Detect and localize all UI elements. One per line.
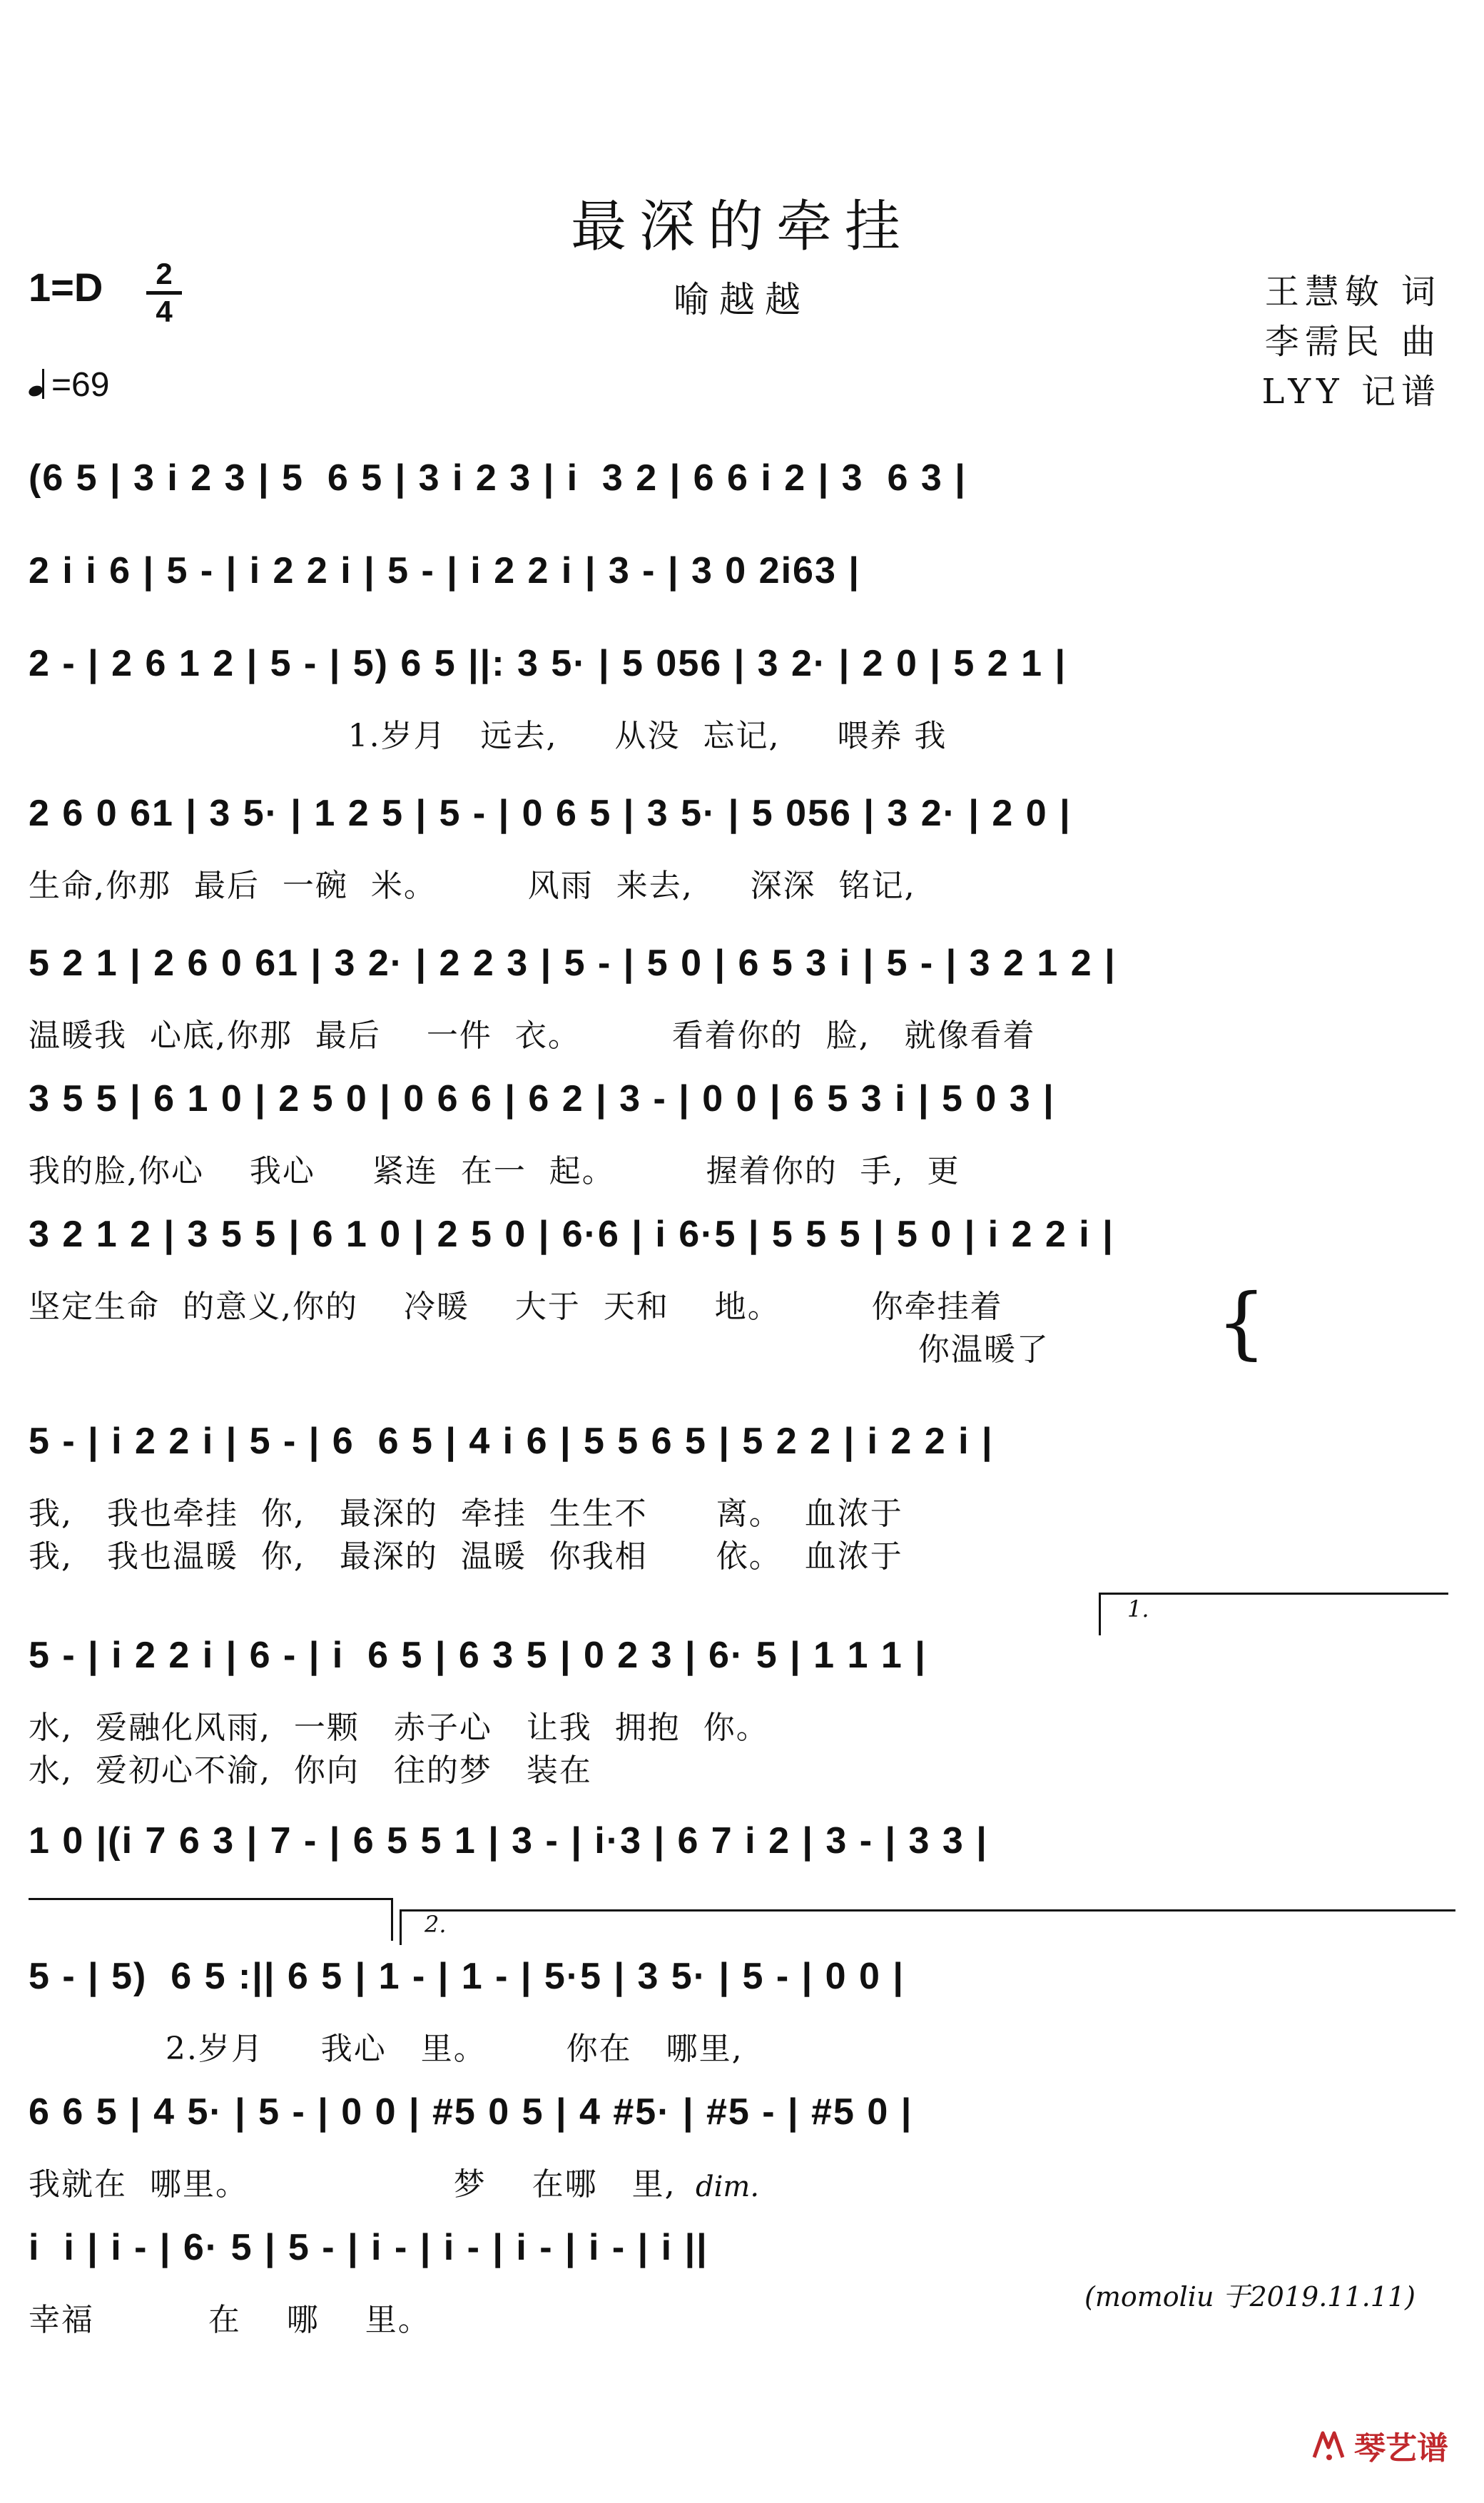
dim-marking: dim. bbox=[696, 2171, 760, 2203]
time-signature-top: 2 bbox=[156, 257, 173, 290]
lyricist-credit: 王慧敏 词 bbox=[1264, 272, 1441, 312]
watermark-text: 琴艺谱 bbox=[1354, 2430, 1448, 2467]
music-line-3: 2 - | 2 6 1 2 | 5 - | 5) 6 5 ||: 3 5· | 5 056 | 3 2· | 2 0 | 5 2 1 | bbox=[29, 643, 1067, 684]
lyric-line-8-2: 我, 我也温暖 你, 最深的 温暖 你我相 依。 血浓于 bbox=[29, 1538, 903, 1575]
quarter-note-stem bbox=[42, 369, 44, 399]
volta-1-bracket-cont bbox=[29, 1898, 392, 1900]
lyric-line-13-1: 幸福 在 哪 里。 bbox=[29, 2302, 431, 2338]
lyric-line-3-1: 1.岁月 远去, 从没 忘记, 喂养 我 bbox=[29, 718, 947, 754]
music-line-2: 2 i i 6 | 5 - | i 2 2 i | 5 - | i 2 2 i | 3 - | 3 0 2i63 | bbox=[29, 550, 860, 592]
lyric-line-7-2: 你温暖了 bbox=[29, 1331, 1050, 1368]
volta-2-bracket-end bbox=[400, 1909, 402, 1945]
music-line-8: 5 - | i 2 2 i | 5 - | 6 6 5 | 4 i 6 | 5 5 6 5 | 5 2 2 | i 2 2 i | bbox=[29, 1421, 994, 1462]
transcriber-credit: LYY 记谱 bbox=[1261, 372, 1441, 412]
volta-2-label: 2. bbox=[425, 1911, 447, 1938]
lyric-line-4-1: 生命,你那 最后 一碗 米。 风雨 来去, 深深 铭记, bbox=[29, 868, 916, 904]
singer-name: 喻越越 bbox=[674, 279, 810, 320]
lyric-line-9-2: 水, 爱初心不渝, 你向 往的梦 装在 bbox=[29, 1752, 592, 1789]
volta-1-bracket-close bbox=[391, 1898, 393, 1941]
music-line-5: 5 2 1 | 2 6 0 61 | 3 2· | 2 2 3 | 5 - | 5 0 | 6 5 3 i | 5 - | 3 2 1 2 | bbox=[29, 943, 1117, 984]
music-line-6: 3 5 5 | 6 1 0 | 2 5 0 | 0 6 6 | 6 2 | 3 - | 0 0 | 6 5 3 i | 5 0 3 | bbox=[29, 1078, 1055, 1120]
music-line-9: 5 - | i 2 2 i | 6 - | i 6 5 | 6 3 5 | 0 2 3 | 6· 5 | 1 1 1 | bbox=[29, 1635, 927, 1676]
key-signature: 1=D bbox=[29, 265, 103, 310]
tempo-marking bbox=[29, 365, 109, 405]
volta-2-bracket bbox=[400, 1909, 1455, 1911]
composer-credit: 李需民 曲 bbox=[1264, 322, 1441, 362]
verse-brace: { bbox=[1216, 1276, 1266, 1368]
lyric-line-12-1: 我就在 哪里。 梦 在哪 里, bbox=[29, 2166, 676, 2203]
score-title: 最深的牵挂 bbox=[570, 195, 913, 259]
music-line-7: 3 2 1 2 | 3 5 5 | 6 1 0 | 2 5 0 | 6·6 | i 6·5 | 5 5 5 | 5 0 | i 2 2 i | bbox=[29, 1214, 1114, 1255]
volta-1-bracket-end bbox=[1099, 1593, 1101, 1635]
tempo-value: =69 bbox=[51, 366, 110, 404]
lyric-line-8-1: 我, 我也牵挂 你, 最深的 牵挂 生生不 离。 血浓于 bbox=[29, 1496, 903, 1532]
music-line-10: 1 0 |(i 7 6 3 | 7 - | 6 5 5 1 | 3 - | i·3 | 6 7 i 2 | 3 - | 3 3 | bbox=[29, 1820, 988, 1862]
lyric-line-6-1: 我的脸,你心 我心 紧连 在一 起。 握着你的 手, 更 bbox=[29, 1153, 960, 1189]
music-line-1: (6 5 | 3 i 2 3 | 5 6 5 | 3 i 2 3 | i 3 2 | 6 6 i 2 | 3 6 3 | bbox=[29, 457, 967, 499]
watermark bbox=[1310, 2422, 1448, 2468]
volta-1-bracket bbox=[1099, 1593, 1448, 1595]
transcriber-signature: (momoliu 于2019.11.11) bbox=[1084, 2281, 1416, 2312]
lyric-line-9-1: 水, 爱融化风雨, 一颗 赤子心 让我 拥抱 你。 bbox=[29, 1710, 769, 1746]
music-line-4: 2 6 0 61 | 3 5· | 1 2 5 | 5 - | 0 6 5 | 3 5· | 5 056 | 3 2· | 2 0 | bbox=[29, 793, 1072, 834]
time-signature-bottom: 4 bbox=[156, 295, 173, 328]
volta-1-label: 1. bbox=[1127, 1595, 1149, 1623]
music-line-13: i i | i - | 6· 5 | 5 - | i - | i - | i - | i - | i || bbox=[29, 2227, 708, 2268]
music-line-12: 6 6 5 | 4 5· | 5 - | 0 0 | #5 0 5 | 4 #5· | #5 - | #5 0 | bbox=[29, 2091, 913, 2133]
music-line-11: 5 - | 5) 6 5 :|| 6 5 | 1 - | 1 - | 5·5 | 3 5· | 5 - | 0 0 | bbox=[29, 1956, 905, 1997]
watermark-logo-icon bbox=[1310, 2426, 1348, 2464]
lyric-line-5-1: 温暖我 心底,你那 最后 一件 衣。 看着你的 脸, 就像看着 bbox=[29, 1017, 1036, 1054]
lyric-line-11-1: 2.岁月 我心 里。 你在 哪里, bbox=[29, 2031, 743, 2067]
lyric-line-7-1: 坚定生命 的意义,你的 冷暖 大于 天和 地。 你牵挂着 bbox=[29, 1289, 1003, 1325]
